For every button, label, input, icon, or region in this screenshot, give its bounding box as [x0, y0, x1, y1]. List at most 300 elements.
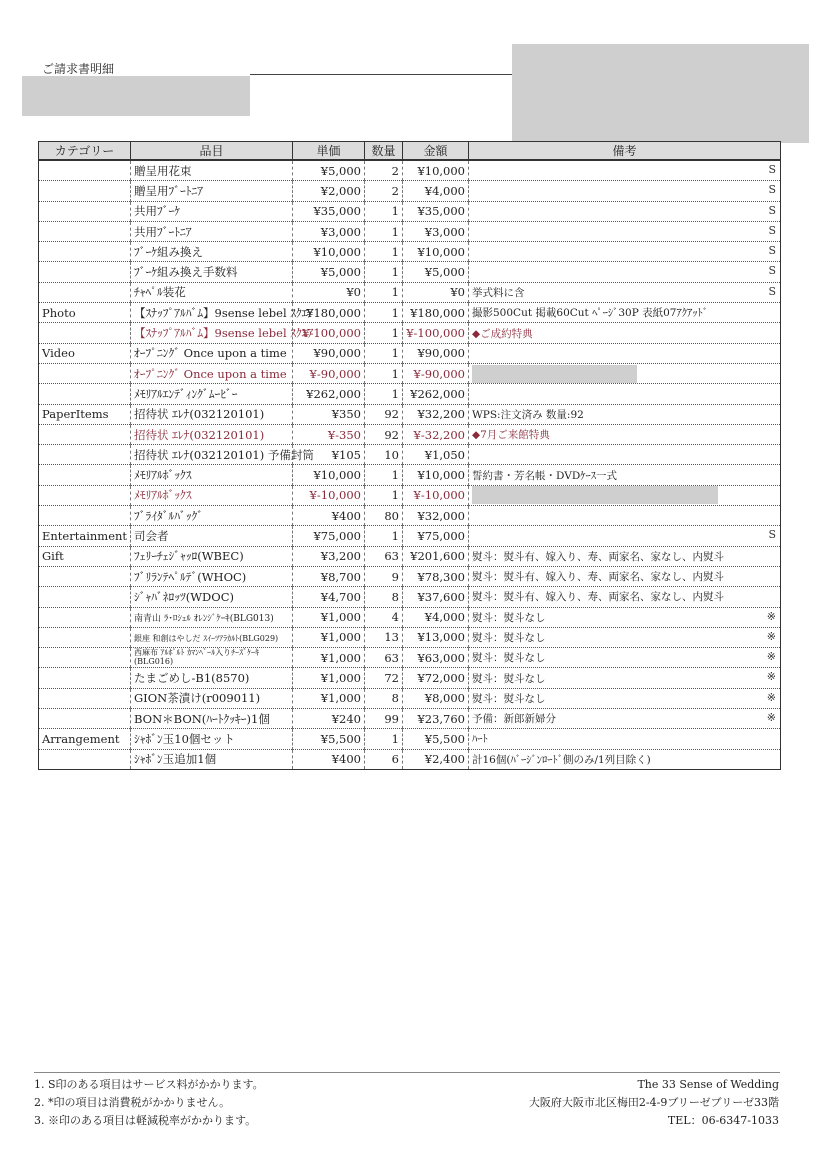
item-cell-text: ﾌﾞｰｹ組み換え手数料 — [134, 265, 238, 280]
item-cell — [131, 668, 293, 688]
item-cell — [131, 566, 293, 586]
item-cell — [131, 181, 293, 201]
note-cell — [469, 688, 781, 708]
note-cell — [469, 363, 781, 383]
unit-price-cell — [293, 709, 365, 729]
category-cell — [39, 363, 131, 383]
note-cell-text: 熨斗：熨斗有、嫁入り、寿、両家名、家なし、内熨斗 — [472, 571, 724, 584]
page-title: ご請求書明細 — [42, 62, 115, 76]
item-cell-text: 共用ﾌﾞｰﾄﾆｱ — [134, 224, 192, 239]
unit-price-cell — [293, 404, 365, 424]
qty-cell — [365, 648, 403, 668]
qty-cell-text: 2 — [391, 163, 399, 178]
category-cell — [39, 445, 131, 465]
item-cell-text: 司会者 — [134, 528, 169, 543]
amount-cell-text: ¥10,000 — [417, 244, 465, 259]
note-cell-text: ◆7月ご来館特典 — [472, 429, 550, 441]
company-address: 大阪府大阪市北区梅田2-4-9ブリーゼブリーゼ33階 — [528, 1096, 779, 1109]
service-mark: ※ — [766, 609, 776, 623]
amount-cell — [403, 607, 469, 627]
category-cell-text: Gift — [42, 549, 64, 564]
category-cell — [39, 201, 131, 221]
qty-cell — [365, 221, 403, 241]
unit-price-cell-text: ¥3,000 — [320, 224, 361, 239]
item-cell-text: 招待状 ｴﾚﾅ(032120101) — [134, 427, 265, 442]
unit-price-cell-text: ¥180,000 — [306, 305, 361, 320]
category-cell — [39, 688, 131, 708]
invoice-table — [38, 141, 781, 770]
item-cell-text: ｵｰﾌﾟﾆﾝｸﾞ Once upon a time — [134, 366, 287, 381]
note-cell-text: 熨斗：熨斗なし — [472, 692, 546, 705]
unit-price-cell — [293, 587, 365, 607]
unit-price-cell-text: ¥0 — [346, 285, 361, 300]
note-cell — [469, 201, 781, 221]
qty-cell — [365, 587, 403, 607]
unit-price-cell-text: ¥400 — [331, 752, 361, 767]
item-cell — [131, 506, 293, 526]
amount-cell — [403, 546, 469, 566]
category-cell-text: Arrangement — [42, 731, 120, 746]
amount-cell-text: ¥5,500 — [424, 731, 465, 746]
unit-price-cell-text: ¥75,000 — [313, 528, 361, 543]
unit-price-cell — [293, 201, 365, 221]
category-cell-text: PaperItems — [42, 407, 109, 422]
table-row — [39, 729, 781, 749]
item-cell — [131, 323, 314, 343]
category-cell — [39, 749, 131, 769]
item-cell — [131, 363, 293, 383]
item-cell — [131, 221, 293, 241]
unit-price-cell-text: ¥105 — [331, 447, 361, 462]
note-cell-text: ﾊｰﾄ — [472, 733, 488, 746]
amount-cell-text: ¥-100,000 — [406, 326, 465, 341]
category-cell — [39, 384, 131, 404]
table-row — [39, 384, 781, 404]
unit-price-cell-text: ¥90,000 — [313, 346, 361, 361]
qty-cell — [365, 668, 403, 688]
amount-cell — [403, 221, 469, 241]
unit-price-cell — [293, 607, 365, 627]
unit-price-cell — [293, 526, 365, 546]
category-cell-text: Video — [42, 346, 75, 361]
unit-price-cell-text: ¥-10,000 — [309, 488, 361, 503]
amount-cell-text: ¥13,000 — [417, 630, 465, 645]
unit-price-cell-text: ¥-100,000 — [302, 326, 361, 341]
amount-cell — [403, 363, 469, 383]
item-cell — [131, 587, 293, 607]
unit-price-cell-text: ¥262,000 — [306, 386, 361, 401]
item-cell-text: 贈呈用ﾌﾞｰﾄﾆｱ — [134, 183, 203, 198]
unit-price-cell — [293, 343, 365, 363]
unit-price-cell — [293, 323, 365, 343]
note-cell — [469, 404, 781, 424]
service-mark: ※ — [766, 711, 776, 725]
table-row — [39, 668, 781, 688]
qty-cell — [365, 627, 403, 647]
item-cell — [131, 526, 293, 546]
category-cell — [39, 566, 131, 586]
item-cell — [131, 688, 293, 708]
unit-price-cell — [293, 221, 365, 241]
unit-price-cell — [293, 384, 365, 404]
item-cell-text: 共用ﾌﾞｰｹ — [134, 204, 180, 219]
unit-price-cell — [293, 729, 365, 749]
unit-price-cell — [293, 181, 365, 201]
amount-cell-text: ¥0 — [450, 285, 465, 300]
header-amount: 金額 — [403, 142, 469, 161]
note-cell — [469, 729, 781, 749]
note-cell — [469, 445, 781, 465]
amount-cell — [403, 506, 469, 526]
category-cell — [39, 221, 131, 241]
amount-cell — [403, 242, 469, 262]
note-cell — [469, 181, 781, 201]
category-cell — [39, 343, 131, 363]
table-row — [39, 242, 781, 262]
unit-price-cell-text: ¥3,200 — [320, 549, 361, 564]
qty-cell — [365, 404, 403, 424]
note-cell — [469, 526, 781, 546]
qty-cell — [365, 323, 403, 343]
table-row — [39, 262, 781, 282]
unit-price-cell-text: ¥35,000 — [313, 204, 361, 219]
amount-cell-text: ¥-10,000 — [413, 488, 465, 503]
item-cell — [131, 546, 293, 566]
item-cell-text: ｵｰﾌﾟﾆﾝｸﾞ Once upon a time — [134, 346, 287, 361]
category-cell — [39, 160, 131, 181]
item-cell — [131, 445, 314, 465]
unit-price-cell-text: ¥350 — [331, 407, 361, 422]
category-cell — [39, 485, 131, 505]
table-row — [39, 506, 781, 526]
category-cell — [39, 709, 131, 729]
qty-cell-text: 10 — [384, 447, 399, 462]
amount-cell-text: ¥32,200 — [417, 407, 465, 422]
company-info — [529, 1076, 779, 1130]
item-cell — [131, 465, 293, 485]
amount-cell — [403, 526, 469, 546]
header-qty: 数量 — [365, 142, 403, 161]
qty-cell-text: 1 — [391, 468, 399, 483]
table-row — [39, 343, 781, 363]
redacted-address-block — [512, 44, 809, 143]
unit-price-cell-text: ¥4,700 — [320, 589, 361, 604]
amount-cell-text: ¥72,000 — [417, 671, 465, 686]
item-cell — [131, 384, 293, 404]
table-row — [39, 363, 781, 383]
item-cell-text: 【ｽﾅｯﾌﾟｱﾙﾊﾞﾑ】9sense lebel ｽｸｴｱ — [134, 326, 314, 341]
note-cell — [469, 587, 781, 607]
table-row — [39, 688, 781, 708]
note-cell-text: 熨斗：熨斗なし — [472, 652, 546, 665]
amount-cell — [403, 729, 469, 749]
qty-cell-text: 1 — [391, 386, 399, 401]
category-cell — [39, 323, 131, 343]
qty-cell-text: 92 — [384, 407, 399, 422]
unit-price-cell — [293, 648, 365, 668]
amount-cell — [403, 323, 469, 343]
note-cell — [469, 668, 781, 688]
unit-price-cell — [293, 688, 365, 708]
item-cell-text: ﾌﾞﾗｲﾀﾞﾙﾊﾞｯｸﾞ — [134, 508, 203, 523]
item-cell-text: BON＊BON(ﾊｰﾄｸｯｷｰ)1個 — [134, 711, 270, 726]
note-cell-text: 熨斗：熨斗有、嫁入り、寿、両家名、家なし、内熨斗 — [472, 591, 724, 604]
qty-cell — [365, 343, 403, 363]
qty-cell-text: 4 — [391, 610, 399, 625]
unit-price-cell — [293, 506, 365, 526]
unit-price-cell — [293, 485, 365, 505]
unit-price-cell-text: ¥10,000 — [313, 468, 361, 483]
qty-cell — [365, 201, 403, 221]
qty-cell-text: 99 — [384, 711, 399, 726]
header-category: カテゴリー — [39, 142, 131, 161]
amount-cell — [403, 485, 469, 505]
amount-cell — [403, 282, 469, 302]
table-row — [39, 709, 781, 729]
amount-cell-text: ¥78,300 — [417, 569, 465, 584]
amount-cell — [403, 688, 469, 708]
amount-cell-text: ¥4,000 — [424, 183, 465, 198]
qty-cell-text: 1 — [391, 326, 399, 341]
unit-price-cell-text: ¥5,000 — [320, 265, 361, 280]
redacted-note — [472, 486, 718, 504]
amount-cell-text: ¥10,000 — [417, 468, 465, 483]
note-cell — [469, 221, 781, 241]
item-cell-text: 贈呈用花束 — [134, 163, 192, 178]
amount-cell — [403, 465, 469, 485]
amount-cell — [403, 343, 469, 363]
item-cell — [131, 160, 293, 181]
category-cell — [39, 242, 131, 262]
amount-cell — [403, 749, 469, 769]
unit-price-cell-text: ¥5,000 — [320, 163, 361, 178]
amount-cell-text: ¥23,760 — [417, 711, 465, 726]
table-row — [39, 424, 781, 444]
category-cell-text: Entertainment — [42, 528, 128, 543]
qty-cell-text: 1 — [391, 224, 399, 239]
note-cell — [469, 749, 781, 769]
qty-cell-text: 1 — [391, 366, 399, 381]
qty-cell — [365, 262, 403, 282]
qty-cell — [365, 465, 403, 485]
note-cell-text: 熨斗：熨斗なし — [472, 672, 546, 685]
service-mark: S — [768, 284, 776, 298]
unit-price-cell-text: ¥1,000 — [320, 630, 361, 645]
note-cell — [469, 709, 781, 729]
note-cell — [469, 384, 781, 404]
table-body — [39, 160, 781, 769]
category-cell — [39, 424, 131, 444]
qty-cell — [365, 424, 403, 444]
amount-cell-text: ¥4,000 — [424, 610, 465, 625]
category-cell — [39, 648, 131, 668]
note-cell-text: 熨斗：熨斗なし — [472, 631, 546, 644]
item-cell — [131, 343, 293, 363]
note-cell — [469, 242, 781, 262]
qty-cell — [365, 181, 403, 201]
amount-cell — [403, 587, 469, 607]
amount-cell — [403, 709, 469, 729]
unit-price-cell-text: ¥1,000 — [320, 691, 361, 706]
unit-price-cell — [293, 160, 365, 181]
unit-price-cell-text: ¥8,700 — [320, 569, 361, 584]
note-cell-text: 熨斗：熨斗有、嫁入り、寿、両家名、家なし、内熨斗 — [472, 550, 724, 563]
unit-price-cell-text: ¥240 — [331, 711, 361, 726]
table-row — [39, 160, 781, 181]
amount-cell-text: ¥5,000 — [424, 265, 465, 280]
service-mark: S — [768, 528, 776, 542]
note-cell-text: 予備：新郎新婦分 — [472, 713, 556, 726]
service-mark: S — [768, 203, 776, 217]
qty-cell-text: 9 — [391, 569, 399, 584]
note-cell — [469, 506, 781, 526]
table-row — [39, 445, 781, 465]
item-cell-text: ｼｬﾎﾞﾝ玉10個セット — [134, 731, 235, 746]
qty-cell-text: 1 — [391, 305, 399, 320]
qty-cell-text: 1 — [391, 244, 399, 259]
service-mark: ※ — [766, 690, 776, 704]
redacted-name-block — [22, 76, 250, 116]
amount-cell-text: ¥180,000 — [410, 305, 465, 320]
table-row — [39, 526, 781, 546]
unit-price-cell — [293, 363, 365, 383]
note-cell — [469, 303, 781, 323]
qty-cell — [365, 445, 403, 465]
qty-cell — [365, 688, 403, 708]
note-cell-text: 挙式料に含 — [472, 286, 525, 299]
header-item: 品目 — [131, 142, 293, 161]
header-rule — [250, 74, 512, 75]
category-cell-text: Photo — [42, 305, 76, 320]
footnote: 1. S印のある項目はサービス料がかかります。 — [34, 1078, 264, 1091]
item-cell — [131, 262, 293, 282]
item-cell-text: ｼｬﾎﾞﾝ玉追加1個 — [134, 752, 217, 767]
item-cell — [131, 648, 293, 668]
item-cell-text: 銀座 和創はやしだ ｽｲｰﾂｱﾗｶﾙﾄ(BLG029) — [134, 634, 279, 644]
table-row — [39, 404, 781, 424]
qty-cell-text: 13 — [384, 630, 399, 645]
header-unit-price: 単価 — [293, 142, 365, 161]
amount-cell-text: ¥-32,200 — [413, 427, 465, 442]
note-cell-text: 計16個(ﾊﾞｰｼﾞﾝﾛｰﾄﾞ側のみ/1列目除く) — [472, 753, 651, 766]
amount-cell — [403, 384, 469, 404]
category-cell — [39, 526, 131, 546]
qty-cell-text: 1 — [391, 731, 399, 746]
category-cell — [39, 506, 131, 526]
unit-price-cell — [293, 282, 365, 302]
qty-cell-text: 80 — [384, 508, 399, 523]
amount-cell — [403, 181, 469, 201]
amount-cell-text: ¥90,000 — [417, 346, 465, 361]
note-cell — [469, 282, 781, 302]
service-mark: S — [768, 264, 776, 278]
qty-cell-text: 63 — [384, 650, 399, 665]
unit-price-cell-text: ¥1,000 — [320, 650, 361, 665]
table-row — [39, 181, 781, 201]
unit-price-cell — [293, 424, 365, 444]
item-cell-text: ﾒﾓﾘｱﾙﾎﾞｯｸｽ — [134, 468, 192, 483]
service-mark: S — [768, 163, 776, 176]
category-cell — [39, 282, 131, 302]
amount-cell-text: ¥32,000 — [417, 508, 465, 523]
note-cell — [469, 566, 781, 586]
note-cell-text: 撮影500Cut 掲載60Cut ﾍﾟｰｼﾞ30P 表紙07ｱｸｱｯﾄﾞ — [472, 307, 708, 320]
item-cell — [131, 485, 293, 505]
qty-cell-text: 8 — [391, 589, 399, 604]
item-cell-text: 招待状 ｴﾚﾅ(032120101) — [134, 407, 265, 422]
item-cell-text: 【ｽﾅｯﾌﾟｱﾙﾊﾞﾑ】9sense lebel ｽｸｴｱ — [134, 305, 314, 320]
unit-price-cell-text: ¥2,000 — [320, 183, 361, 198]
note-cell — [469, 323, 781, 343]
item-cell — [131, 201, 293, 221]
qty-cell-text: 1 — [391, 285, 399, 300]
amount-cell-text: ¥10,000 — [417, 163, 465, 178]
item-cell-text: ﾒﾓﾘｱﾙﾎﾞｯｸｽ — [134, 488, 192, 503]
amount-cell — [403, 262, 469, 282]
amount-cell-text: ¥37,600 — [417, 589, 465, 604]
note-cell — [469, 607, 781, 627]
item-cell-text: ﾌﾞﾘﾗﾝﾃﾍﾟﾙﾃﾞ(WHOC) — [134, 569, 247, 584]
table-row — [39, 485, 781, 505]
unit-price-cell — [293, 668, 365, 688]
table-row — [39, 566, 781, 586]
qty-cell-text: 63 — [384, 549, 399, 564]
amount-cell — [403, 627, 469, 647]
amount-cell — [403, 668, 469, 688]
company-tel: TEL：06-6347-1033 — [667, 1114, 779, 1127]
amount-cell-text: ¥2,400 — [424, 752, 465, 767]
qty-cell — [365, 282, 403, 302]
item-cell-text: ﾌｪﾘｰﾁｪｼﾞｬｯﾛ(WBEC) — [134, 549, 244, 564]
item-cell — [131, 242, 293, 262]
qty-cell — [365, 303, 403, 323]
amount-cell — [403, 648, 469, 668]
header-note: 備考 — [469, 142, 781, 161]
qty-cell-text: 8 — [391, 691, 399, 706]
amount-cell-text: ¥-90,000 — [413, 366, 465, 381]
footnote: 2. *印の項目は消費税がかかりません。 — [34, 1096, 231, 1109]
unit-price-cell — [293, 262, 365, 282]
qty-cell — [365, 566, 403, 586]
table-row — [39, 749, 781, 769]
item-cell — [131, 282, 293, 302]
note-cell-text: 熨斗：熨斗なし — [472, 611, 546, 624]
table-row — [39, 221, 781, 241]
unit-price-cell-text: ¥-90,000 — [309, 366, 361, 381]
category-cell — [39, 546, 131, 566]
service-mark: S — [768, 183, 776, 197]
unit-price-cell-text: ¥-350 — [327, 427, 361, 442]
category-cell — [39, 181, 131, 201]
table-row — [39, 648, 781, 668]
item-cell — [131, 709, 293, 729]
qty-cell — [365, 709, 403, 729]
qty-cell — [365, 485, 403, 505]
note-cell — [469, 160, 781, 181]
note-cell — [469, 485, 781, 505]
qty-cell — [365, 607, 403, 627]
item-cell — [131, 749, 293, 769]
qty-cell-text: 1 — [391, 346, 399, 361]
qty-cell-text: 1 — [391, 528, 399, 543]
unit-price-cell-text: ¥400 — [331, 508, 361, 523]
unit-price-cell-text: ¥1,000 — [320, 610, 361, 625]
table-row — [39, 323, 781, 343]
qty-cell-text: 2 — [391, 183, 399, 198]
note-cell — [469, 546, 781, 566]
category-cell — [39, 303, 131, 323]
unit-price-cell — [293, 566, 365, 586]
